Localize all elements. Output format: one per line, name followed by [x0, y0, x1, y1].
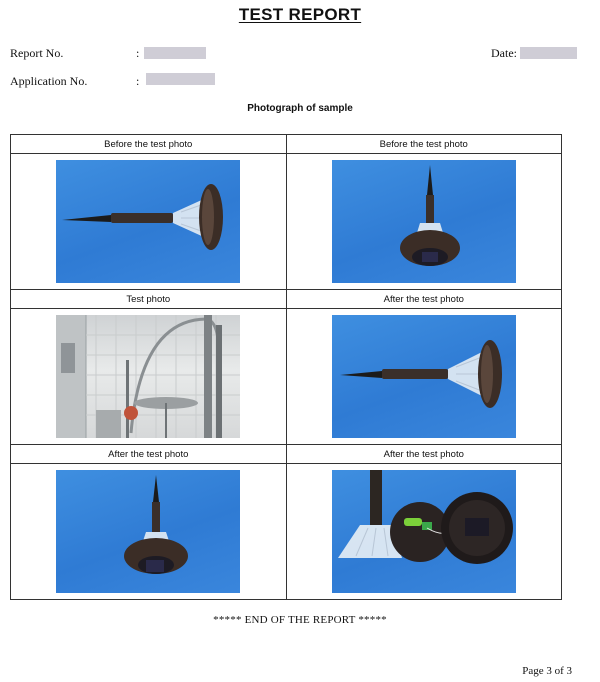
photo-lamp-disassembled	[332, 470, 516, 593]
caption-cell: After the test photo	[286, 290, 562, 309]
photo-test-chamber	[56, 315, 240, 438]
application-no-label: Application No.	[10, 74, 88, 88]
caption-row	[11, 445, 562, 464]
caption-row	[11, 135, 562, 154]
application-no-colon: :	[136, 74, 140, 88]
caption-cell: Test photo	[11, 290, 287, 309]
caption-cell: Before the test photo	[11, 135, 287, 154]
page-number: Page 3 of 3	[522, 665, 572, 677]
caption-row	[11, 290, 562, 309]
photo-row	[11, 154, 562, 290]
end-of-report: ***** END OF THE REPORT *****	[213, 614, 387, 626]
photo-lamp-side-before	[56, 160, 240, 283]
photo-lamp-side-after	[332, 315, 516, 438]
report-no-colon: :	[136, 46, 140, 60]
photo-row	[11, 464, 562, 600]
report-no-label: Report No.	[10, 46, 64, 60]
section-title: Photograph of sample	[247, 103, 353, 114]
photo-row	[11, 309, 562, 445]
application-no-redacted	[146, 73, 215, 85]
caption-cell: Before the test photo	[286, 135, 562, 154]
caption-cell: After the test photo	[11, 445, 287, 464]
photo-lamp-upright-after	[56, 470, 240, 593]
photo-table	[10, 134, 562, 600]
report-title: TEST REPORT	[238, 5, 362, 24]
date-label: Date:	[491, 46, 517, 60]
report-no-redacted	[144, 47, 206, 59]
caption-cell: After the test photo	[286, 445, 562, 464]
date-redacted	[520, 47, 577, 59]
photo-lamp-upright-before	[332, 160, 516, 283]
